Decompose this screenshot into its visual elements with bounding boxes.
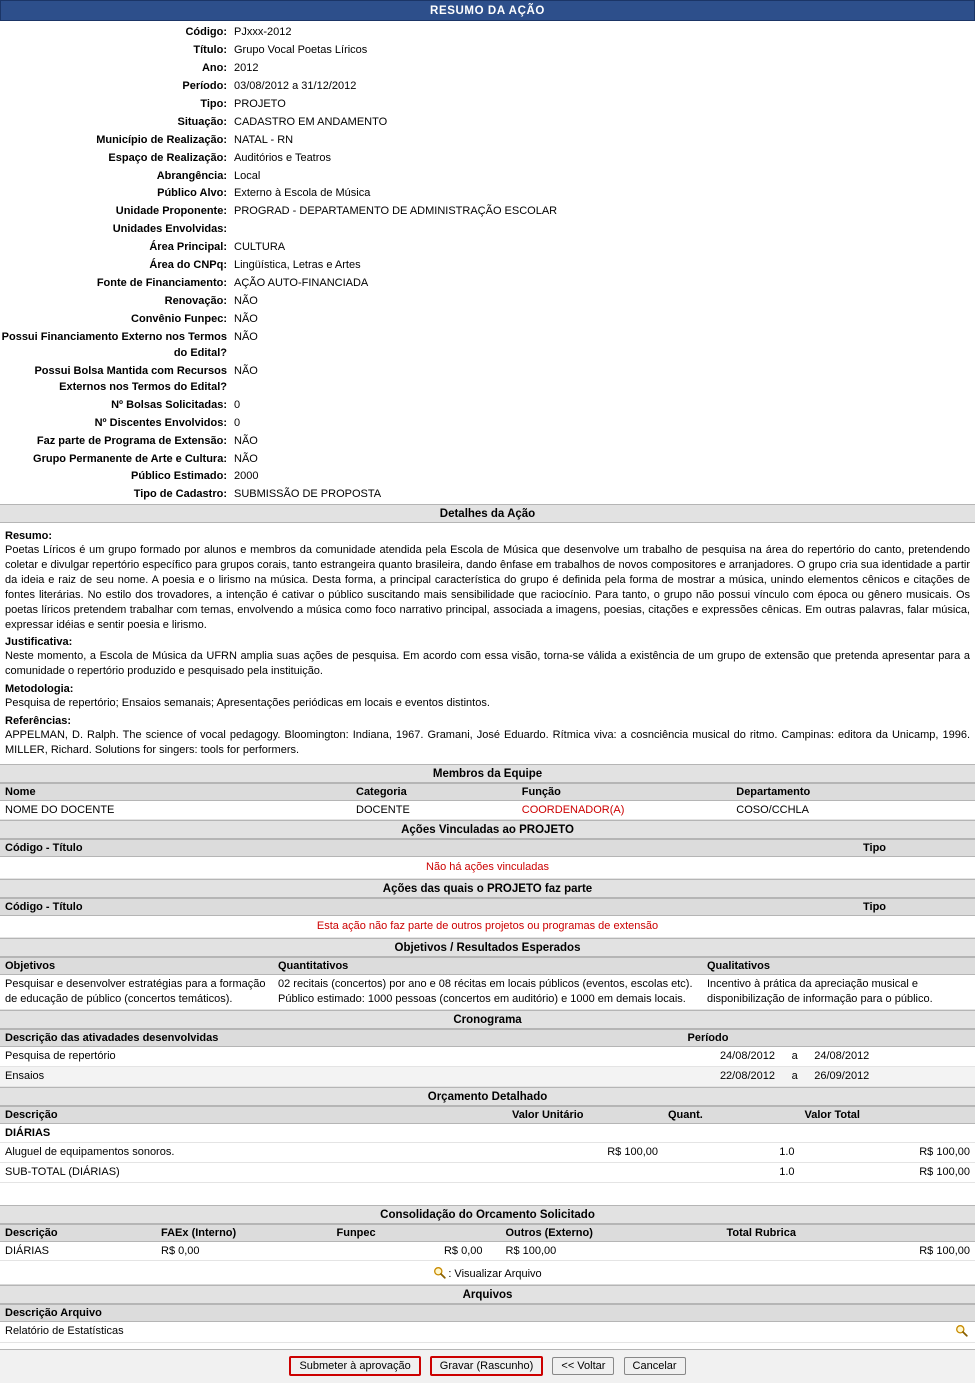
budget-subtotal-valor-unitario bbox=[507, 1163, 663, 1183]
summary-value: NÃO bbox=[234, 452, 258, 465]
summary-row bbox=[0, 221, 975, 239]
team-table-body bbox=[0, 800, 975, 820]
team-cell-categoria: DOCENTE bbox=[351, 800, 517, 820]
section-title-parent-actions: Ações das quais o PROJETO faz parte bbox=[0, 879, 975, 898]
objectives-header-row bbox=[0, 958, 975, 975]
linked-actions-head bbox=[0, 840, 975, 857]
schedule-cell-descricao: Ensaios bbox=[0, 1066, 683, 1086]
summary-value: Lingüística, Letras e Artes bbox=[234, 259, 361, 272]
section-title-consolidation: Consolidação do Orcamento Solicitado bbox=[0, 1205, 975, 1224]
summary-value: Externo à Escola de Música bbox=[234, 187, 371, 200]
summary-label: Período: bbox=[182, 79, 227, 92]
budget-header-row bbox=[0, 1106, 975, 1123]
summary-row bbox=[0, 203, 975, 221]
summary-value: Auditórios e Teatros bbox=[234, 151, 332, 164]
summary-value: Local bbox=[234, 169, 261, 182]
linked-actions-empty-row bbox=[0, 857, 975, 879]
files-cell-descricao: Relatório de Estatísticas bbox=[0, 1322, 936, 1343]
summary-value: NÃO bbox=[234, 434, 258, 447]
parent-actions-table bbox=[0, 898, 975, 938]
budget-cell-valor-unitario: R$ 100,00 bbox=[507, 1143, 663, 1163]
consolidation-cell-faex: R$ 0,00 bbox=[156, 1241, 332, 1261]
summary-value: NÃO bbox=[234, 313, 258, 325]
summary-row bbox=[0, 96, 975, 114]
view-file-icon[interactable] bbox=[955, 1324, 968, 1337]
schedule-col-periodo: Período bbox=[683, 1029, 975, 1046]
budget-spacer bbox=[0, 1183, 975, 1205]
page-title: RESUMO DA AÇÃO bbox=[0, 0, 975, 21]
schedule-col-descricao: Descrição das ativadades desenvolvidas bbox=[0, 1029, 683, 1046]
summary-row bbox=[0, 275, 975, 293]
summary-value: SUBMISSÃO DE PROPOSTA bbox=[234, 488, 382, 501]
files-header-row bbox=[0, 1305, 975, 1322]
consolidation-head bbox=[0, 1224, 975, 1241]
summary-row bbox=[0, 42, 975, 60]
files-col-descricao: Descrição Arquivo bbox=[0, 1305, 975, 1322]
section-title-objectives: Objetivos / Resultados Esperados bbox=[0, 938, 975, 957]
team-cell-departamento: COSO/CCHLA bbox=[731, 800, 975, 820]
summary-row bbox=[0, 132, 975, 150]
objectives-col-qualitativos: Qualitativos bbox=[702, 958, 975, 975]
schedule-cell-sep: a bbox=[780, 1046, 809, 1066]
section-title-linked-actions: Ações Vinculadas ao PROJETO bbox=[0, 820, 975, 839]
summary-row bbox=[0, 451, 975, 469]
summary-value: NATAL - RN bbox=[234, 133, 294, 146]
summary-value: PROJETO bbox=[234, 97, 286, 110]
team-col-nome: Nome bbox=[0, 783, 351, 800]
summary-label: Título: bbox=[193, 43, 227, 56]
summary-label: Grupo Permanente de Arte e Cultura: bbox=[33, 452, 227, 465]
summary-value: 2000 bbox=[234, 470, 259, 483]
summary-label: Renovação: bbox=[164, 295, 227, 308]
linked-col-codigo-titulo: Código - Título bbox=[0, 840, 858, 857]
objectives-cell-qualitativos: Incentivo à prática da apreciação musical e disponibilização de informação para o público. bbox=[702, 975, 975, 1010]
objectives-table bbox=[0, 957, 975, 1010]
summary-row bbox=[0, 239, 975, 257]
summary-value: CULTURA bbox=[234, 241, 286, 254]
files-head bbox=[0, 1305, 975, 1322]
summary-row bbox=[0, 24, 975, 42]
budget-group-row bbox=[0, 1123, 975, 1143]
summary-value: 2012 bbox=[234, 61, 259, 74]
objectives-body bbox=[0, 975, 975, 1010]
team-header-row bbox=[0, 783, 975, 800]
summary-label: Público Alvo: bbox=[157, 187, 227, 200]
summary-label: Espaço de Realização: bbox=[108, 151, 227, 164]
summary-row bbox=[0, 293, 975, 311]
consolidation-cell-total: R$ 100,00 bbox=[722, 1241, 975, 1261]
budget-body bbox=[0, 1123, 975, 1205]
budget-cell-descricao: Aluguel de equipamentos sonoros. bbox=[0, 1143, 507, 1163]
summary-label: Ano: bbox=[201, 61, 227, 74]
summary-label: Área Principal: bbox=[149, 241, 227, 254]
budget-cell-quant: 1.0 bbox=[663, 1143, 800, 1163]
summary-row bbox=[0, 78, 975, 96]
summary-value: NÃO bbox=[234, 295, 258, 308]
save-draft-button[interactable]: Gravar (Rascunho) bbox=[430, 1356, 544, 1376]
parent-actions-body bbox=[0, 916, 975, 938]
view-file-legend-text: : Visualizar Arquivo bbox=[448, 1268, 542, 1281]
objectives-col-objetivos: Objetivos bbox=[0, 958, 273, 975]
summary-value: AÇÃO AUTO-FINANCIADA bbox=[234, 277, 369, 290]
summary-value: 0 bbox=[234, 416, 241, 429]
summary-value: NÃO bbox=[234, 364, 258, 377]
details-text-resumo: Poetas Líricos é um grupo formado por alunos e membros da comunidade atendida pela Escola de Música que desenvolve um trabalho de pesquisa na área do repertório do canto, pretendendo coletar e divulgar repertório específico para grupos corais, tanto estrangeira quanto brasileira, dando ênfase em trabalhos de novos compositores e arranjadores. O grupo cria sua identidade a partir da ideia e raiz de seu nome. A poesia e o lirismo na música. Desta forma, a principal característica do grupo é definida pela forma de mostrar a música, unindo elementos cênicos e citações de fontes literárias. No estilo dos trovadores, a intenção é cativar o público suscitando mais sensibilidade que raciocínio. Para tanto, o grupo não possui vínculo com época ou gênero musicais. Os poetas líricos pretendem trabalhar com temas, envolvendo a música como foco narrativo principal, associada a imagens, poesias, citações e expressões cênicas. Em outras palavras, falar música, expressar idéias e sentir poesia e lirismo. bbox=[5, 544, 970, 631]
consolidation-col-descricao: Descrição bbox=[0, 1224, 156, 1241]
section-title-schedule: Cronograma bbox=[0, 1010, 975, 1029]
summary-label: Possui Bolsa Mantida com Recursos Externos nos Termos do Edital? bbox=[34, 364, 227, 393]
schedule-cell-inicio: 22/08/2012 bbox=[683, 1066, 781, 1086]
view-file-legend bbox=[0, 1261, 975, 1285]
details-heading-referencias: Referências: bbox=[5, 714, 72, 727]
summary-row bbox=[0, 150, 975, 168]
summary-value: PJxxx-2012 bbox=[234, 26, 292, 38]
summary-row bbox=[0, 397, 975, 415]
schedule-cell-fim: 24/08/2012 bbox=[809, 1046, 975, 1066]
summary-row bbox=[0, 468, 975, 486]
consolidation-col-outros: Outros (Externo) bbox=[488, 1224, 722, 1241]
schedule-cell-fim: 26/09/2012 bbox=[809, 1066, 975, 1086]
budget-cell-valor-total: R$ 100,00 bbox=[800, 1143, 975, 1163]
summary-row bbox=[0, 311, 975, 329]
team-cell-nome: NOME DO DOCENTE bbox=[0, 800, 351, 820]
files-body bbox=[0, 1322, 975, 1343]
table-row bbox=[0, 975, 975, 1010]
summary-row bbox=[0, 433, 975, 451]
details-heading-justificativa: Justificativa: bbox=[5, 636, 73, 649]
table-row bbox=[0, 1241, 975, 1261]
team-table bbox=[0, 783, 975, 821]
budget-subtotal-label: SUB-TOTAL (DIÁRIAS) bbox=[0, 1163, 507, 1183]
summary-row bbox=[0, 486, 975, 504]
table-row bbox=[0, 1066, 975, 1086]
schedule-head bbox=[0, 1029, 975, 1046]
details-text-metodologia: Pesquisa de repertório; Ensaios semanais; Apresentações periódicas em locais e eventos distintos. bbox=[5, 697, 490, 710]
budget-subtotal-row bbox=[0, 1163, 975, 1183]
linked-actions-table bbox=[0, 839, 975, 879]
back-button[interactable]: << Voltar bbox=[552, 1357, 614, 1375]
budget-subtotal-quant: 1.0 bbox=[663, 1163, 800, 1183]
summary-value: 0 bbox=[234, 398, 241, 411]
budget-group-label: DIÁRIAS bbox=[0, 1123, 975, 1143]
team-col-funcao: Função bbox=[517, 783, 732, 800]
objectives-col-quantitativos: Quantitativos bbox=[273, 958, 702, 975]
summary-label: Código: bbox=[185, 26, 227, 38]
summary-row bbox=[0, 415, 975, 433]
files-cell-action[interactable] bbox=[936, 1322, 975, 1343]
consolidation-cell-outros: R$ 100,00 bbox=[488, 1241, 722, 1261]
objectives-cell-quantitativos: 02 recitais (concertos) por ano e 08 récitas em locais públicos (eventos, escolas etc). Público estimado: 1000 pessoas (concertos em auditório) e 1000 em demais locais. bbox=[273, 975, 702, 1010]
summary-label: Abrangência: bbox=[156, 169, 227, 182]
summary-value: NÃO bbox=[234, 330, 258, 343]
budget-head bbox=[0, 1106, 975, 1123]
budget-col-quant: Quant. bbox=[663, 1106, 800, 1123]
linked-actions-header-row bbox=[0, 840, 975, 857]
consolidation-cell-descricao: DIÁRIAS bbox=[0, 1241, 156, 1261]
summary-body bbox=[0, 24, 975, 504]
section-title-files: Arquivos bbox=[0, 1285, 975, 1304]
summary-label: Nº Discentes Envolvidos: bbox=[94, 416, 227, 429]
consolidation-col-funpec: Funpec bbox=[332, 1224, 488, 1241]
details-heading-resumo: Resumo: bbox=[5, 530, 53, 543]
cancel-button[interactable]: Cancelar bbox=[624, 1357, 686, 1375]
linked-actions-empty-message: Não há ações vinculadas bbox=[0, 857, 975, 879]
consolidation-col-total: Total Rubrica bbox=[722, 1224, 975, 1241]
parent-actions-empty-message: Esta ação não faz parte de outros projetos ou programas de extensão bbox=[0, 916, 975, 938]
summary-label: Tipo: bbox=[200, 97, 227, 110]
summary-value: CADASTRO EM ANDAMENTO bbox=[234, 115, 388, 128]
team-col-departamento: Departamento bbox=[731, 783, 975, 800]
details-text-justificativa: Neste momento, a Escola de Música da UFRN amplia suas ações de pesquisa. Em acordo com essa visão, torna-se válida a existência de um grupo de extensão que pretenda apresentar para a comunidade o repertório produzido e pesquisado pela instituição. bbox=[5, 650, 970, 678]
table-row bbox=[0, 800, 975, 820]
schedule-cell-sep: a bbox=[780, 1066, 809, 1086]
schedule-cell-descricao: Pesquisa de repertório bbox=[0, 1046, 683, 1066]
summary-row bbox=[0, 363, 975, 397]
section-title-team: Membros da Equipe bbox=[0, 764, 975, 783]
section-title-details: Detalhes da Ação bbox=[0, 504, 975, 523]
consolidation-col-faex: FAEx (Interno) bbox=[156, 1224, 332, 1241]
summary-value: Grupo Vocal Poetas Líricos bbox=[234, 43, 368, 56]
summary-label: Faz parte de Programa de Extensão: bbox=[36, 434, 227, 447]
budget-col-descricao: Descrição bbox=[0, 1106, 507, 1123]
team-cell-funcao: COORDENADOR(A) bbox=[517, 800, 732, 820]
summary-row bbox=[0, 185, 975, 203]
budget-subtotal-valor-total: R$ 100,00 bbox=[800, 1163, 975, 1183]
table-row bbox=[0, 1046, 975, 1066]
objectives-head bbox=[0, 958, 975, 975]
budget-table bbox=[0, 1106, 975, 1205]
details-content bbox=[0, 523, 975, 763]
details-text-referencias: APPELMAN, D. Ralph. The science of vocal pedagogy. Bloomington: Indiana, 1967. Gramani, José Eduardo. Rítmica viva: a cosnciência musical do ritmo. Campinas: editora da Unicamp, 1996. MILLER, Richard. Solutions for singers: tools for performers. bbox=[5, 728, 970, 756]
summary-value bbox=[232, 221, 975, 239]
parent-actions-header-row bbox=[0, 899, 975, 916]
team-col-categoria: Categoria bbox=[351, 783, 517, 800]
schedule-header-row bbox=[0, 1029, 975, 1046]
details-heading-metodologia: Metodologia: bbox=[5, 683, 74, 696]
summary-label: Área do CNPq: bbox=[149, 259, 227, 272]
table-row bbox=[0, 1322, 975, 1343]
summary-label: Nº Bolsas Solicitadas: bbox=[111, 398, 227, 411]
summary-row bbox=[0, 114, 975, 132]
consolidation-header-row bbox=[0, 1224, 975, 1241]
summary-row bbox=[0, 60, 975, 78]
consolidation-table bbox=[0, 1224, 975, 1262]
submit-for-approval-button[interactable]: Submeter à aprovação bbox=[289, 1356, 420, 1376]
magnifier-icon bbox=[433, 1266, 446, 1279]
summary-label: Público Estimado: bbox=[131, 470, 227, 483]
summary-row bbox=[0, 257, 975, 275]
files-table bbox=[0, 1304, 975, 1343]
budget-col-valor-unitario: Valor Unitário bbox=[507, 1106, 663, 1123]
linked-actions-body bbox=[0, 857, 975, 879]
objectives-cell-objetivos: Pesquisar e desenvolver estratégias para a formação de educação de público (concertos temáticos). bbox=[0, 975, 273, 1010]
consolidation-cell-funpec: R$ 0,00 bbox=[332, 1241, 488, 1261]
budget-spacer-row bbox=[0, 1183, 975, 1205]
budget-col-valor-total: Valor Total bbox=[800, 1106, 975, 1123]
footer-actions bbox=[0, 1349, 975, 1383]
team-table-head bbox=[0, 783, 975, 800]
schedule-cell-inicio: 24/08/2012 bbox=[683, 1046, 781, 1066]
summary-value: 03/08/2012 a 31/12/2012 bbox=[234, 79, 357, 92]
summary-value: PROGRAD - DEPARTAMENTO DE ADMINISTRAÇÃO ESCOLAR bbox=[234, 205, 558, 218]
summary-label: Município de Realização: bbox=[96, 133, 227, 146]
schedule-table bbox=[0, 1029, 975, 1087]
summary-label: Possui Financiamento Externo nos Termos do Edital? bbox=[1, 330, 227, 359]
table-row bbox=[0, 1143, 975, 1163]
summary-row bbox=[0, 329, 975, 363]
summary-label: Convênio Funpec: bbox=[131, 313, 227, 325]
parent-col-tipo: Tipo bbox=[858, 899, 975, 916]
consolidation-body bbox=[0, 1241, 975, 1261]
parent-col-codigo-titulo: Código - Título bbox=[0, 899, 858, 916]
section-title-budget: Orçamento Detalhado bbox=[0, 1087, 975, 1106]
summary-label: Unidade Proponente: bbox=[115, 205, 227, 218]
summary-label: Unidades Envolvidas: bbox=[112, 223, 227, 236]
summary-label: Fonte de Financiamento: bbox=[96, 277, 227, 290]
parent-actions-head bbox=[0, 899, 975, 916]
parent-actions-empty-row bbox=[0, 916, 975, 938]
summary-row bbox=[0, 168, 975, 186]
summary-label: Tipo de Cadastro: bbox=[133, 488, 227, 501]
summary-fields bbox=[0, 24, 975, 504]
linked-col-tipo: Tipo bbox=[858, 840, 975, 857]
summary-label: Situação: bbox=[177, 115, 227, 128]
schedule-body bbox=[0, 1046, 975, 1086]
